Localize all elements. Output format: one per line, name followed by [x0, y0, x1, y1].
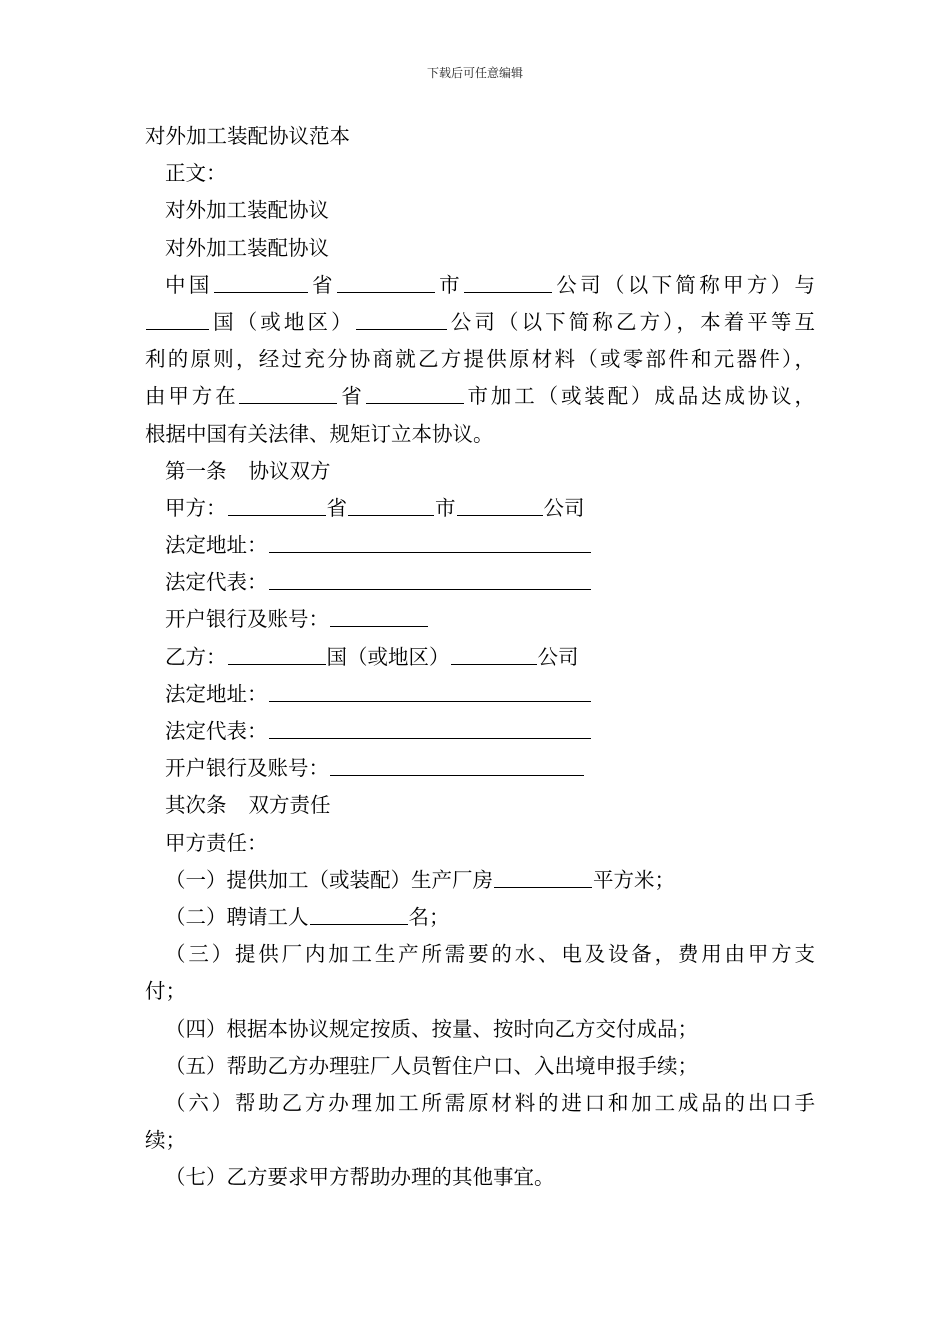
article-2-heading: [145, 787, 815, 824]
country-label: 国（或地区）: [326, 644, 450, 669]
party-b-bank: [145, 750, 815, 787]
heading-2: 对外加工装配协议: [165, 235, 329, 260]
duty-3-line-1: （三）提供厂内加工生产所需要的水、电及设备，费用由甲方支: [165, 942, 815, 967]
party-a-label: 甲方：: [165, 495, 227, 520]
document-title: 对外加工装配协议范本: [145, 124, 350, 148]
article-title: 协议双方: [248, 458, 331, 483]
intro-text: 公司（以下简称甲方）与: [552, 272, 816, 297]
blank-field[interactable]: [330, 750, 584, 776]
blank-field[interactable]: [457, 490, 543, 516]
bank-label: 开户银行及账号：: [165, 607, 329, 632]
party-a-bank: [145, 601, 815, 638]
party-a-line: [145, 490, 815, 527]
blank-field[interactable]: [228, 639, 326, 665]
blank-field[interactable]: [494, 862, 592, 888]
duty-text: 名；: [408, 904, 450, 929]
intro-line-1: [145, 267, 815, 304]
intro-text: 国（或地区）: [210, 309, 355, 334]
article-number: 其次条: [165, 793, 227, 818]
duty-text: 平方米；: [593, 867, 675, 892]
intro-text: 公司（以下简称乙方），本着平等互: [447, 309, 816, 334]
province-label: 省: [326, 495, 347, 520]
intro-line-4: [145, 378, 815, 415]
blank-field[interactable]: [451, 639, 537, 665]
blank-field[interactable]: [337, 267, 435, 293]
document-body: [145, 118, 815, 1196]
blank-field[interactable]: [330, 601, 428, 627]
company-label: 公司: [537, 644, 579, 669]
duty-text: （一）提供加工（或装配）生产厂房: [165, 867, 493, 892]
blank-field[interactable]: [269, 713, 591, 739]
party-b-address: [145, 676, 815, 713]
blank-field[interactable]: [464, 267, 552, 293]
party-a-rep: [145, 564, 815, 601]
city-label: 市: [435, 495, 456, 520]
blank-field[interactable]: [214, 267, 308, 293]
duty-2: [145, 899, 815, 936]
article-1-heading: [145, 453, 815, 490]
blank-field[interactable]: [348, 490, 434, 516]
page-header-note: 下载后可任意编辑: [426, 66, 523, 80]
body-label: 正文：: [165, 161, 227, 186]
bank-label: 开户银行及账号：: [165, 756, 329, 781]
intro-line-3: 利的原则，经过充分协商就乙方提供原材料（或零部件和元器件），: [145, 347, 815, 372]
intro-text: 市: [435, 272, 463, 297]
duty-4: （四）根据本协议规定按质、按量、按时向乙方交付成品；: [165, 1016, 698, 1041]
blank-field[interactable]: [356, 304, 447, 330]
blank-field[interactable]: [269, 564, 591, 590]
duty-7: （七）乙方要求甲方帮助办理的其他事宜。: [165, 1165, 555, 1190]
party-b-rep: [145, 713, 815, 750]
intro-text: 省: [308, 272, 336, 297]
article-number: 第一条: [165, 458, 227, 483]
blank-field[interactable]: [310, 899, 408, 925]
article-title: 双方责任: [248, 793, 331, 818]
intro-text: 中国: [165, 272, 213, 297]
blank-field[interactable]: [239, 378, 337, 404]
duty-5: （五）帮助乙方办理驻厂人员暂住户口、入出境申报手续；: [165, 1053, 698, 1078]
address-label: 法定地址：: [165, 681, 268, 706]
address-label: 法定地址：: [165, 533, 268, 558]
duty-text: （二）聘请工人: [165, 904, 309, 929]
duty-3-line-2: 付；: [145, 979, 186, 1004]
intro-text: 省: [338, 384, 365, 409]
intro-line-5: 根据中国有关法律、规矩订立本协议。: [145, 421, 494, 446]
duty-6-line-2: 续；: [145, 1128, 186, 1153]
intro-text: 由甲方在: [145, 384, 239, 409]
company-label: 公司: [543, 495, 585, 520]
representative-label: 法定代表：: [165, 570, 268, 595]
intro-line-2: [145, 304, 815, 341]
blank-field[interactable]: [269, 527, 591, 553]
duty-6-line-1: （六）帮助乙方办理加工所需原材料的进口和加工成品的出口手: [165, 1090, 815, 1115]
party-b-line: [145, 639, 815, 676]
party-a-address: [145, 527, 815, 564]
blank-field[interactable]: [366, 378, 464, 404]
heading-1: 对外加工装配协议: [165, 198, 329, 223]
blank-field[interactable]: [228, 490, 326, 516]
blank-field[interactable]: [269, 676, 591, 702]
representative-label: 法定代表：: [165, 719, 268, 743]
blank-field[interactable]: [146, 304, 209, 330]
party-b-label: 乙方：: [165, 644, 227, 669]
intro-text: 市加工（或装配）成品达成协议，: [464, 384, 816, 409]
party-a-duties-label: 甲方责任：: [165, 830, 268, 855]
duty-1: [145, 862, 815, 899]
